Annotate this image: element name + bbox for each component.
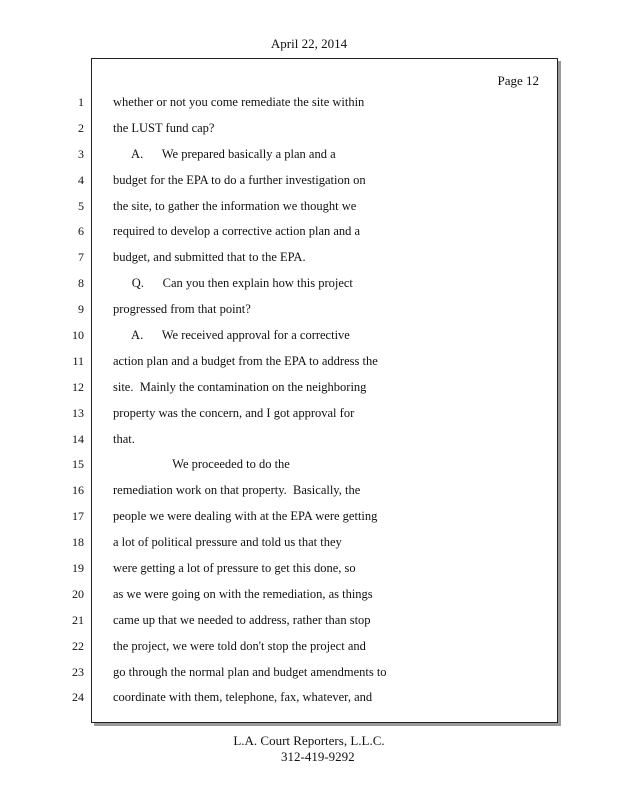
transcript-line: as we were going on with the remediation, as things [113,586,373,601]
line-number: 6 [78,224,84,239]
line-number: 2 [78,120,84,135]
transcript-line: budget, and submitted that to the EPA. [113,250,306,265]
transcript-text [113,94,543,715]
line-number: 17 [72,509,84,524]
line-number: 12 [72,379,84,394]
page-footer [0,733,618,765]
transcript-line: A. We prepared basically a plan and a [113,146,336,161]
transcript-line: We proceeded to do the [113,457,290,472]
line-number: 24 [72,690,84,705]
transcript-line: the project, we were told don't stop the project and [113,638,366,653]
line-number: 4 [78,172,84,187]
line-number: 18 [72,535,84,550]
transcript-line: came up that we needed to address, rather than stop [113,612,371,627]
page-date: April 22, 2014 [270,36,348,51]
transcript-line: go through the normal plan and budget amendments to [113,664,387,679]
transcript-line: Q. Can you then explain how this project [113,276,353,291]
line-number: 9 [78,302,84,317]
transcript-line: progressed from that point? [113,302,251,317]
transcript-line: the LUST fund cap? [113,120,215,135]
line-number: 15 [72,457,84,472]
line-number: 8 [78,276,84,291]
line-number: 21 [72,612,84,627]
footer-company-name: L.A. Court Reporters, L.L.C. [233,733,385,748]
transcript-line: were getting a lot of pressure to get this done, so [113,561,356,576]
transcript-line: coordinate with them, telephone, fax, whatever, and [113,690,373,705]
transcript-line: required to develop a corrective action plan and a [113,224,361,239]
line-number: 5 [78,198,84,213]
page-number: Page 12 [497,73,539,88]
line-number: 14 [72,431,84,446]
transcript-line: action plan and a budget from the EPA to address the [113,353,378,368]
transcript-line: whether or not you come remediate the site within [113,95,365,109]
transcript-line: property was the concern, and I got approval for [113,405,355,420]
line-number: 1 [78,95,84,109]
line-number: 10 [72,328,84,343]
line-number: 16 [72,483,84,498]
line-number: 3 [78,146,84,161]
transcript-line: people we were dealing with at the EPA were getting [113,509,378,524]
transcript-line: remediation work on that property. Basically, the [113,483,361,498]
transcript-line: A. We received approval for a corrective [113,328,350,343]
line-number: 11 [72,353,84,368]
transcript-line: that. [113,431,135,446]
transcript-line: budget for the EPA to do a further investigation on [113,172,366,187]
transcript-line: the site, to gather the information we thought we [113,198,357,213]
line-number: 7 [78,250,84,265]
line-number: 19 [72,561,84,576]
transcript-line: a lot of political pressure and told us that they [113,535,342,550]
footer-phone-number: 312-419-9292 [281,749,355,764]
line-number: 23 [72,664,84,679]
transcript-line: site. Mainly the contamination on the neighboring [113,379,367,394]
line-number: 22 [72,638,84,653]
line-number-column [62,94,84,715]
line-number: 20 [72,586,84,601]
line-number: 13 [72,405,84,420]
